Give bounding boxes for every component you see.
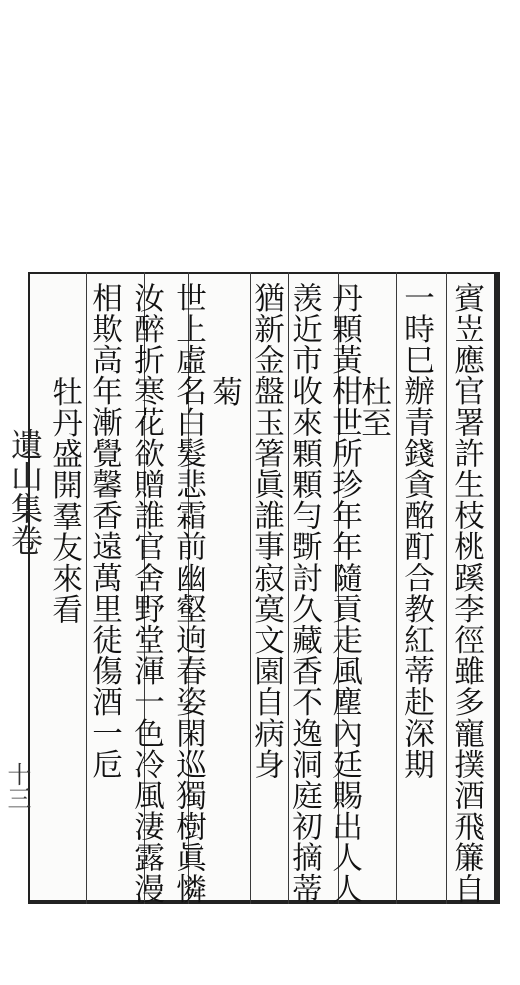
text-column-4: 羡近市收來顆顆勻斲討久藏香不逸洞庭初摘蒂 <box>286 282 322 904</box>
margin-book-title: 遺山集卷 <box>6 428 44 556</box>
column-rule <box>396 272 397 904</box>
text-column-7: 汝醉折寒花欲贈誰官舍野堂渾一色冷風淒露漫 <box>128 282 164 904</box>
text-column-6: 世上虛名白髮悲霜前幽壑逈春姿閑巡獨樹眞憐 <box>170 282 206 904</box>
margin-folio-number: 十三 <box>3 762 31 810</box>
text-column-8: 相欺高年漸覺馨香遠萬里徒傷酒一卮 <box>86 282 122 780</box>
poem-title-persimmon: 杜至 <box>355 376 391 439</box>
poem-title-chrysanthemum: 菊 <box>206 376 242 408</box>
text-column-1: 賓岦應官署許生枝桃蹊李徑雖多寵撲酒飛簾自 <box>448 282 484 904</box>
text-column-5: 猶新金盤玉箸眞誰事寂寞文園自病身 <box>248 282 284 780</box>
text-column-3: 丹顆黃柑世所珍年年隨貢走風塵內廷賜出人人 <box>326 282 362 904</box>
poem-title-peony: 牡丹盛開羣友來看 <box>46 376 82 625</box>
column-rule <box>446 272 447 904</box>
text-column-2: 一時巳辦青錢貪酩酊合教紅蒂赴深期 <box>398 282 434 780</box>
